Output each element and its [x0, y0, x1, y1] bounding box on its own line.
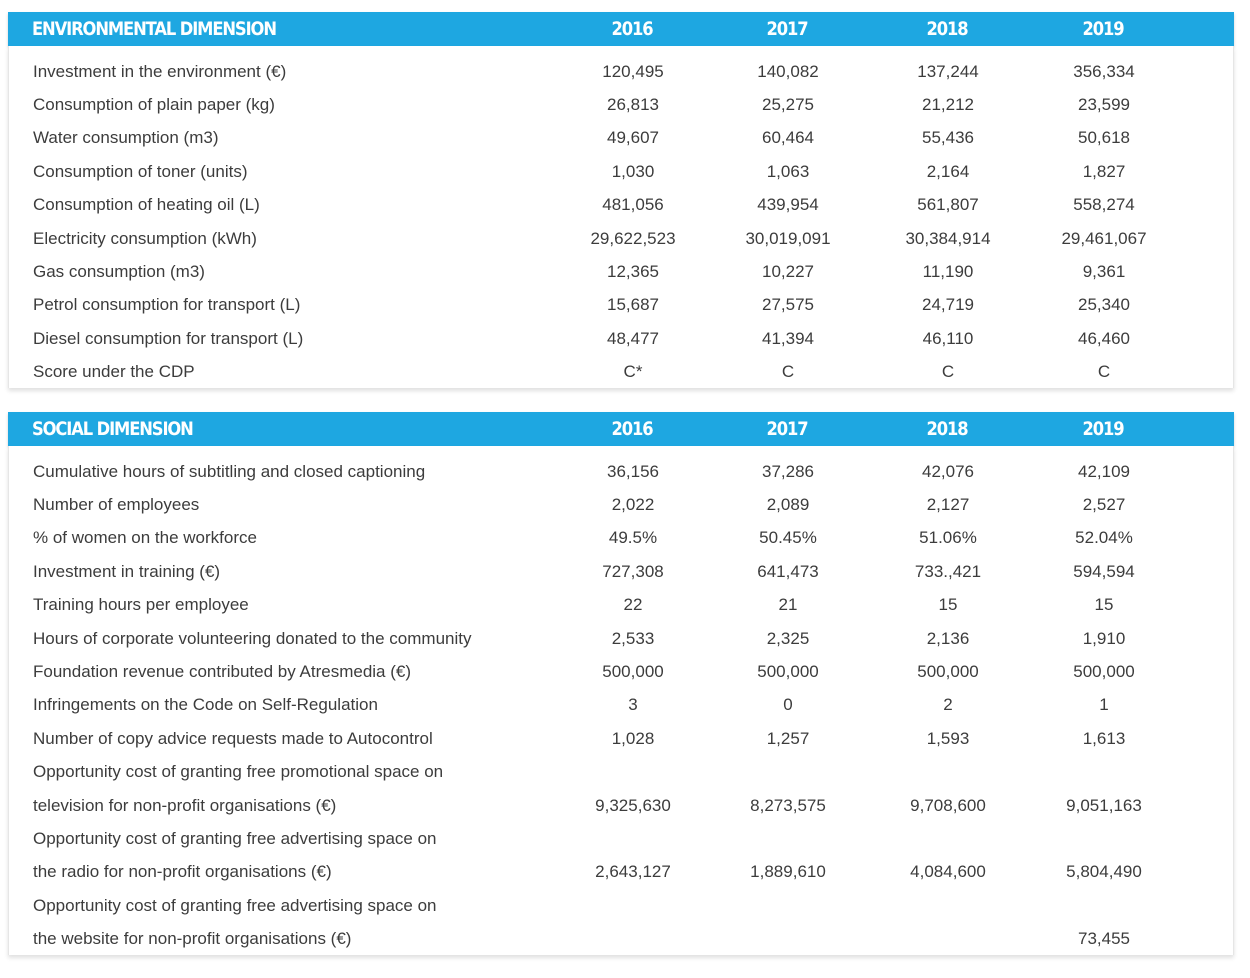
social-table — [8, 446, 1234, 955]
row-label: Petrol consumption for transport (L) — [33, 295, 301, 315]
row-value: 439,954 — [757, 195, 819, 215]
table-row — [9, 488, 1233, 521]
row-label: Water consumption (m3) — [33, 128, 219, 148]
row-value: 9,051,163 — [1066, 795, 1142, 815]
row-value: 60,464 — [762, 128, 814, 148]
row-value: 1 — [1099, 695, 1109, 715]
social-header — [8, 412, 1234, 446]
table-row — [9, 521, 1233, 554]
environmental-title: ENVIRONMENTAL DIMENSION — [32, 18, 276, 40]
row-value: 27,575 — [762, 295, 814, 315]
row-value: 10,227 — [762, 261, 814, 281]
environmental-table — [8, 46, 1234, 388]
social-title: SOCIAL DIMENSION — [32, 418, 193, 440]
row-value: 0 — [783, 695, 793, 715]
row-label: Opportunity cost of granting free promotional space on — [33, 762, 444, 782]
row-value: 2,089 — [766, 494, 810, 514]
row-value: C* — [623, 362, 643, 382]
row-value: 15 — [938, 595, 958, 615]
row-value: 29,461,067 — [1061, 228, 1147, 248]
row-label: Score under the CDP — [33, 362, 195, 382]
row-value: 9,361 — [1082, 261, 1126, 281]
row-value: 2,533 — [611, 628, 655, 648]
row-label: Investment in training (€) — [33, 561, 221, 581]
row-value: 120,495 — [602, 61, 664, 81]
row-value: 51.06% — [919, 528, 977, 548]
table-row — [9, 155, 1233, 188]
row-label: Electricity consumption (kWh) — [33, 228, 257, 248]
row-value: 500,000 — [917, 661, 979, 681]
row-value: 1,028 — [611, 728, 655, 748]
table-row — [9, 55, 1233, 88]
row-value: C — [1097, 362, 1111, 382]
row-value: 4,084,600 — [910, 862, 986, 882]
row-value: 1,827 — [1082, 161, 1126, 181]
row-value: 22 — [623, 595, 643, 615]
table-row — [9, 322, 1233, 355]
row-value: 3 — [628, 695, 638, 715]
row-value: 21 — [778, 595, 798, 615]
row-value: 48,477 — [607, 328, 659, 348]
row-value: 561,807 — [917, 195, 979, 215]
row-label: Investment in the environment (€) — [33, 61, 287, 81]
social-section — [8, 412, 1234, 955]
row-label: Gas consumption (m3) — [33, 261, 205, 281]
row-value: 9,325,630 — [595, 795, 671, 815]
row-value: 1,030 — [611, 161, 655, 181]
table-row — [9, 889, 1233, 922]
year-header-2019: 2019 — [1082, 18, 1124, 40]
table-row — [9, 355, 1233, 388]
row-value: 12,365 — [607, 261, 659, 281]
row-value: 2,527 — [1082, 494, 1126, 514]
row-value: 500,000 — [1073, 661, 1135, 681]
year-header-2016: 2016 — [611, 18, 653, 40]
row-value: 5,804,490 — [1066, 862, 1142, 882]
year-header-2017: 2017 — [766, 418, 808, 440]
row-label: Training hours per employee — [33, 595, 249, 615]
row-value: 29,622,523 — [590, 228, 676, 248]
row-value: 733.,421 — [914, 561, 982, 581]
row-value: 500,000 — [602, 661, 664, 681]
table-row — [9, 555, 1233, 588]
row-value: 46,110 — [922, 328, 974, 348]
row-value: 727,308 — [602, 561, 664, 581]
row-value: 49.5% — [608, 528, 658, 548]
row-value: C — [941, 362, 955, 382]
table-row — [9, 822, 1233, 855]
row-label: Cumulative hours of subtitling and closed captioning — [33, 461, 426, 481]
row-value: 140,082 — [757, 61, 819, 81]
row-value: 481,056 — [602, 195, 664, 215]
row-value: 42,076 — [922, 461, 974, 481]
row-value: 2,136 — [926, 628, 970, 648]
table-row — [9, 455, 1233, 488]
row-value: 9,708,600 — [910, 795, 986, 815]
row-value: 1,910 — [1082, 628, 1126, 648]
row-value: 2,164 — [926, 161, 970, 181]
row-value: 356,334 — [1073, 61, 1135, 81]
row-label: the website for non-profit organisations (€) — [33, 929, 352, 949]
year-header-2019: 2019 — [1082, 418, 1124, 440]
row-value: 15,687 — [607, 295, 659, 315]
environmental-header — [8, 12, 1234, 46]
row-value: 21,212 — [922, 94, 974, 114]
row-value: 8,273,575 — [750, 795, 826, 815]
row-value: 25,340 — [1078, 295, 1130, 315]
row-label: Number of copy advice requests made to Autocontrol — [33, 728, 433, 748]
row-value: 594,594 — [1073, 561, 1135, 581]
table-row — [9, 622, 1233, 655]
year-header-2018: 2018 — [926, 418, 968, 440]
table-row — [9, 588, 1233, 621]
row-value: 50,618 — [1078, 128, 1130, 148]
row-value: 55,436 — [922, 128, 974, 148]
row-value: 52.04% — [1075, 528, 1133, 548]
table-row — [9, 88, 1233, 121]
table-row — [9, 288, 1233, 321]
row-label: Opportunity cost of granting free advertising space on — [33, 828, 437, 848]
year-header-2017: 2017 — [766, 18, 808, 40]
row-value: 1,889,610 — [750, 862, 826, 882]
row-value: 1,257 — [766, 728, 810, 748]
row-label: Hours of corporate volunteering donated to the community — [33, 628, 472, 648]
row-value: 1,613 — [1082, 728, 1126, 748]
year-header-2016: 2016 — [611, 418, 653, 440]
row-value: 37,286 — [762, 461, 814, 481]
row-label: the radio for non-profit organisations (€) — [33, 862, 332, 882]
row-value: 2,325 — [766, 628, 810, 648]
row-value: 2,022 — [611, 494, 655, 514]
row-label: Consumption of heating oil (L) — [33, 195, 260, 215]
row-label: Infringements on the Code on Self-Regulation — [33, 695, 378, 715]
row-value: 15 — [1094, 595, 1114, 615]
row-label: Consumption of toner (units) — [33, 161, 248, 181]
table-row — [9, 922, 1233, 955]
row-value: 23,599 — [1078, 94, 1130, 114]
row-value: 641,473 — [757, 561, 819, 581]
row-value: 25,275 — [762, 94, 814, 114]
row-value: 558,274 — [1073, 195, 1135, 215]
year-header-2018: 2018 — [926, 18, 968, 40]
table-row — [9, 222, 1233, 255]
row-value: 1,593 — [926, 728, 970, 748]
row-label: Number of employees — [33, 494, 200, 514]
table-row — [9, 688, 1233, 721]
table-row — [9, 188, 1233, 221]
row-value: 30,019,091 — [745, 228, 831, 248]
table-row — [9, 655, 1233, 688]
table-row — [9, 755, 1233, 788]
table-row — [9, 855, 1233, 888]
row-value: 73,455 — [1078, 929, 1130, 949]
row-value: C — [781, 362, 795, 382]
row-value: 30,384,914 — [905, 228, 991, 248]
table-row — [9, 789, 1233, 822]
row-label: Diesel consumption for transport (L) — [33, 328, 304, 348]
row-value: 24,719 — [922, 295, 974, 315]
row-label: Foundation revenue contributed by Atresmedia (€) — [33, 661, 412, 681]
row-value: 2,643,127 — [595, 862, 671, 882]
table-row — [9, 722, 1233, 755]
row-value: 46,460 — [1078, 328, 1130, 348]
row-label: Opportunity cost of granting free advertising space on — [33, 895, 437, 915]
row-value: 11,190 — [922, 261, 974, 281]
row-value: 2,127 — [926, 494, 970, 514]
row-label: % of women on the workforce — [33, 528, 257, 548]
row-label: Consumption of plain paper (kg) — [33, 94, 275, 114]
table-row — [9, 121, 1233, 154]
row-value: 137,244 — [917, 61, 979, 81]
row-value: 2 — [943, 695, 953, 715]
row-value: 36,156 — [607, 461, 659, 481]
row-value: 50.45% — [759, 528, 817, 548]
row-value: 42,109 — [1078, 461, 1130, 481]
environmental-section — [8, 12, 1234, 388]
table-row — [9, 255, 1233, 288]
row-value: 26,813 — [607, 94, 659, 114]
row-value: 500,000 — [757, 661, 819, 681]
row-label: television for non-profit organisations (€) — [33, 795, 337, 815]
row-value: 49,607 — [607, 128, 659, 148]
row-value: 1,063 — [766, 161, 810, 181]
row-value: 41,394 — [762, 328, 814, 348]
